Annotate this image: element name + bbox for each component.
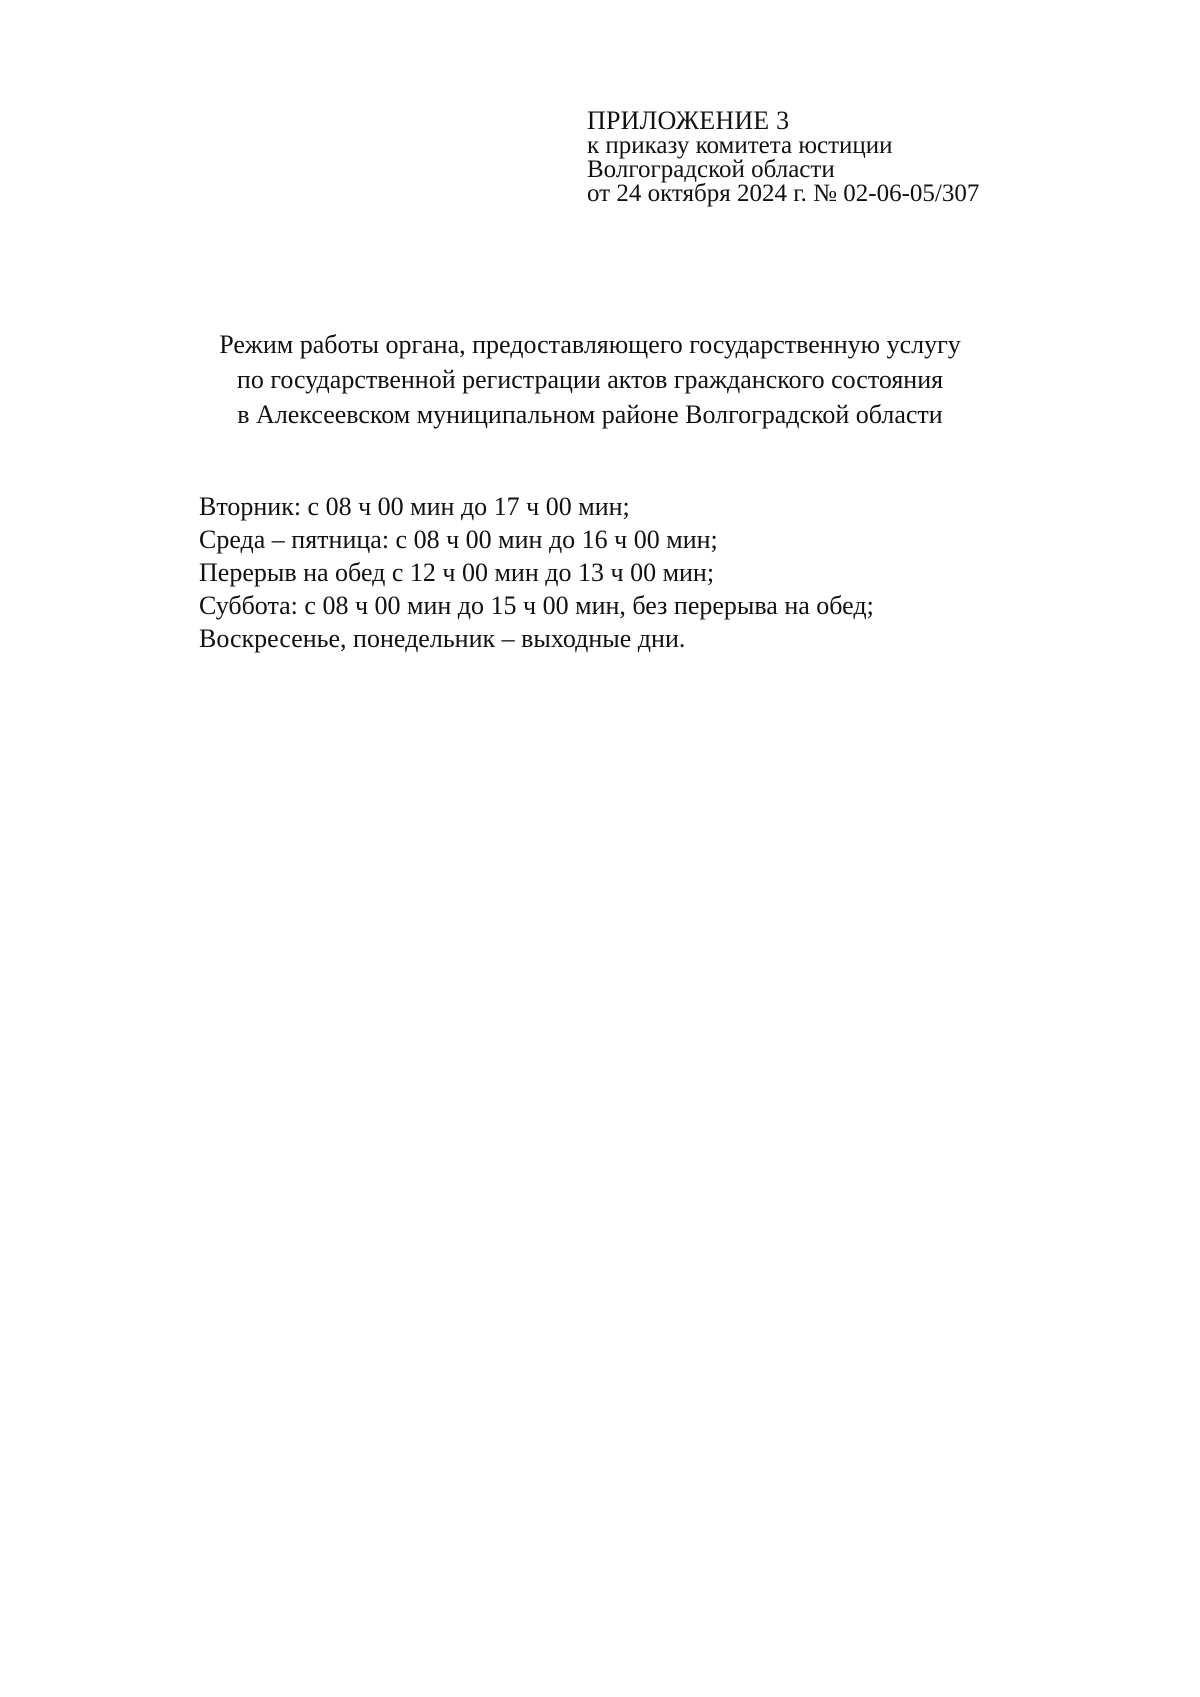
appendix-title: ПРИЛОЖЕНИЕ 3	[587, 106, 790, 135]
schedule-line-tuesday: Вторник: с 08 ч 00 мин до 17 ч 00 мин;	[199, 492, 630, 521]
appendix-region: Волгоградской области	[587, 156, 835, 183]
document-title	[140, 327, 1040, 432]
schedule-line-lunch-break: Перерыв на обед с 12 ч 00 мин до 13 ч 00 мин;	[199, 558, 715, 587]
document-title-line: по государственной регистрации актов гражданского состояния	[236, 365, 944, 394]
schedule-line-wednesday-friday: Среда – пятница: с 08 ч 00 мин до 16 ч 00 мин;	[199, 525, 718, 554]
schedule-line-saturday: Суббота: с 08 ч 00 мин до 15 ч 00 мин, без перерыва на обед;	[199, 591, 874, 620]
appendix-order-reference: к приказу комитета юстиции	[587, 132, 893, 159]
document-title-line: в Алексеевском муниципальном районе Волгоградской области	[237, 400, 943, 429]
document-title-line: Режим работы органа, предоставляющего государственную услугу	[219, 330, 961, 359]
schedule-line-days-off: Воскресенье, понедельник – выходные дни.	[199, 624, 686, 653]
appendix-header	[587, 108, 1087, 206]
work-schedule	[199, 490, 1099, 655]
appendix-order-date-number: от 24 октября 2024 г. № 02-06-05/307	[587, 180, 980, 207]
